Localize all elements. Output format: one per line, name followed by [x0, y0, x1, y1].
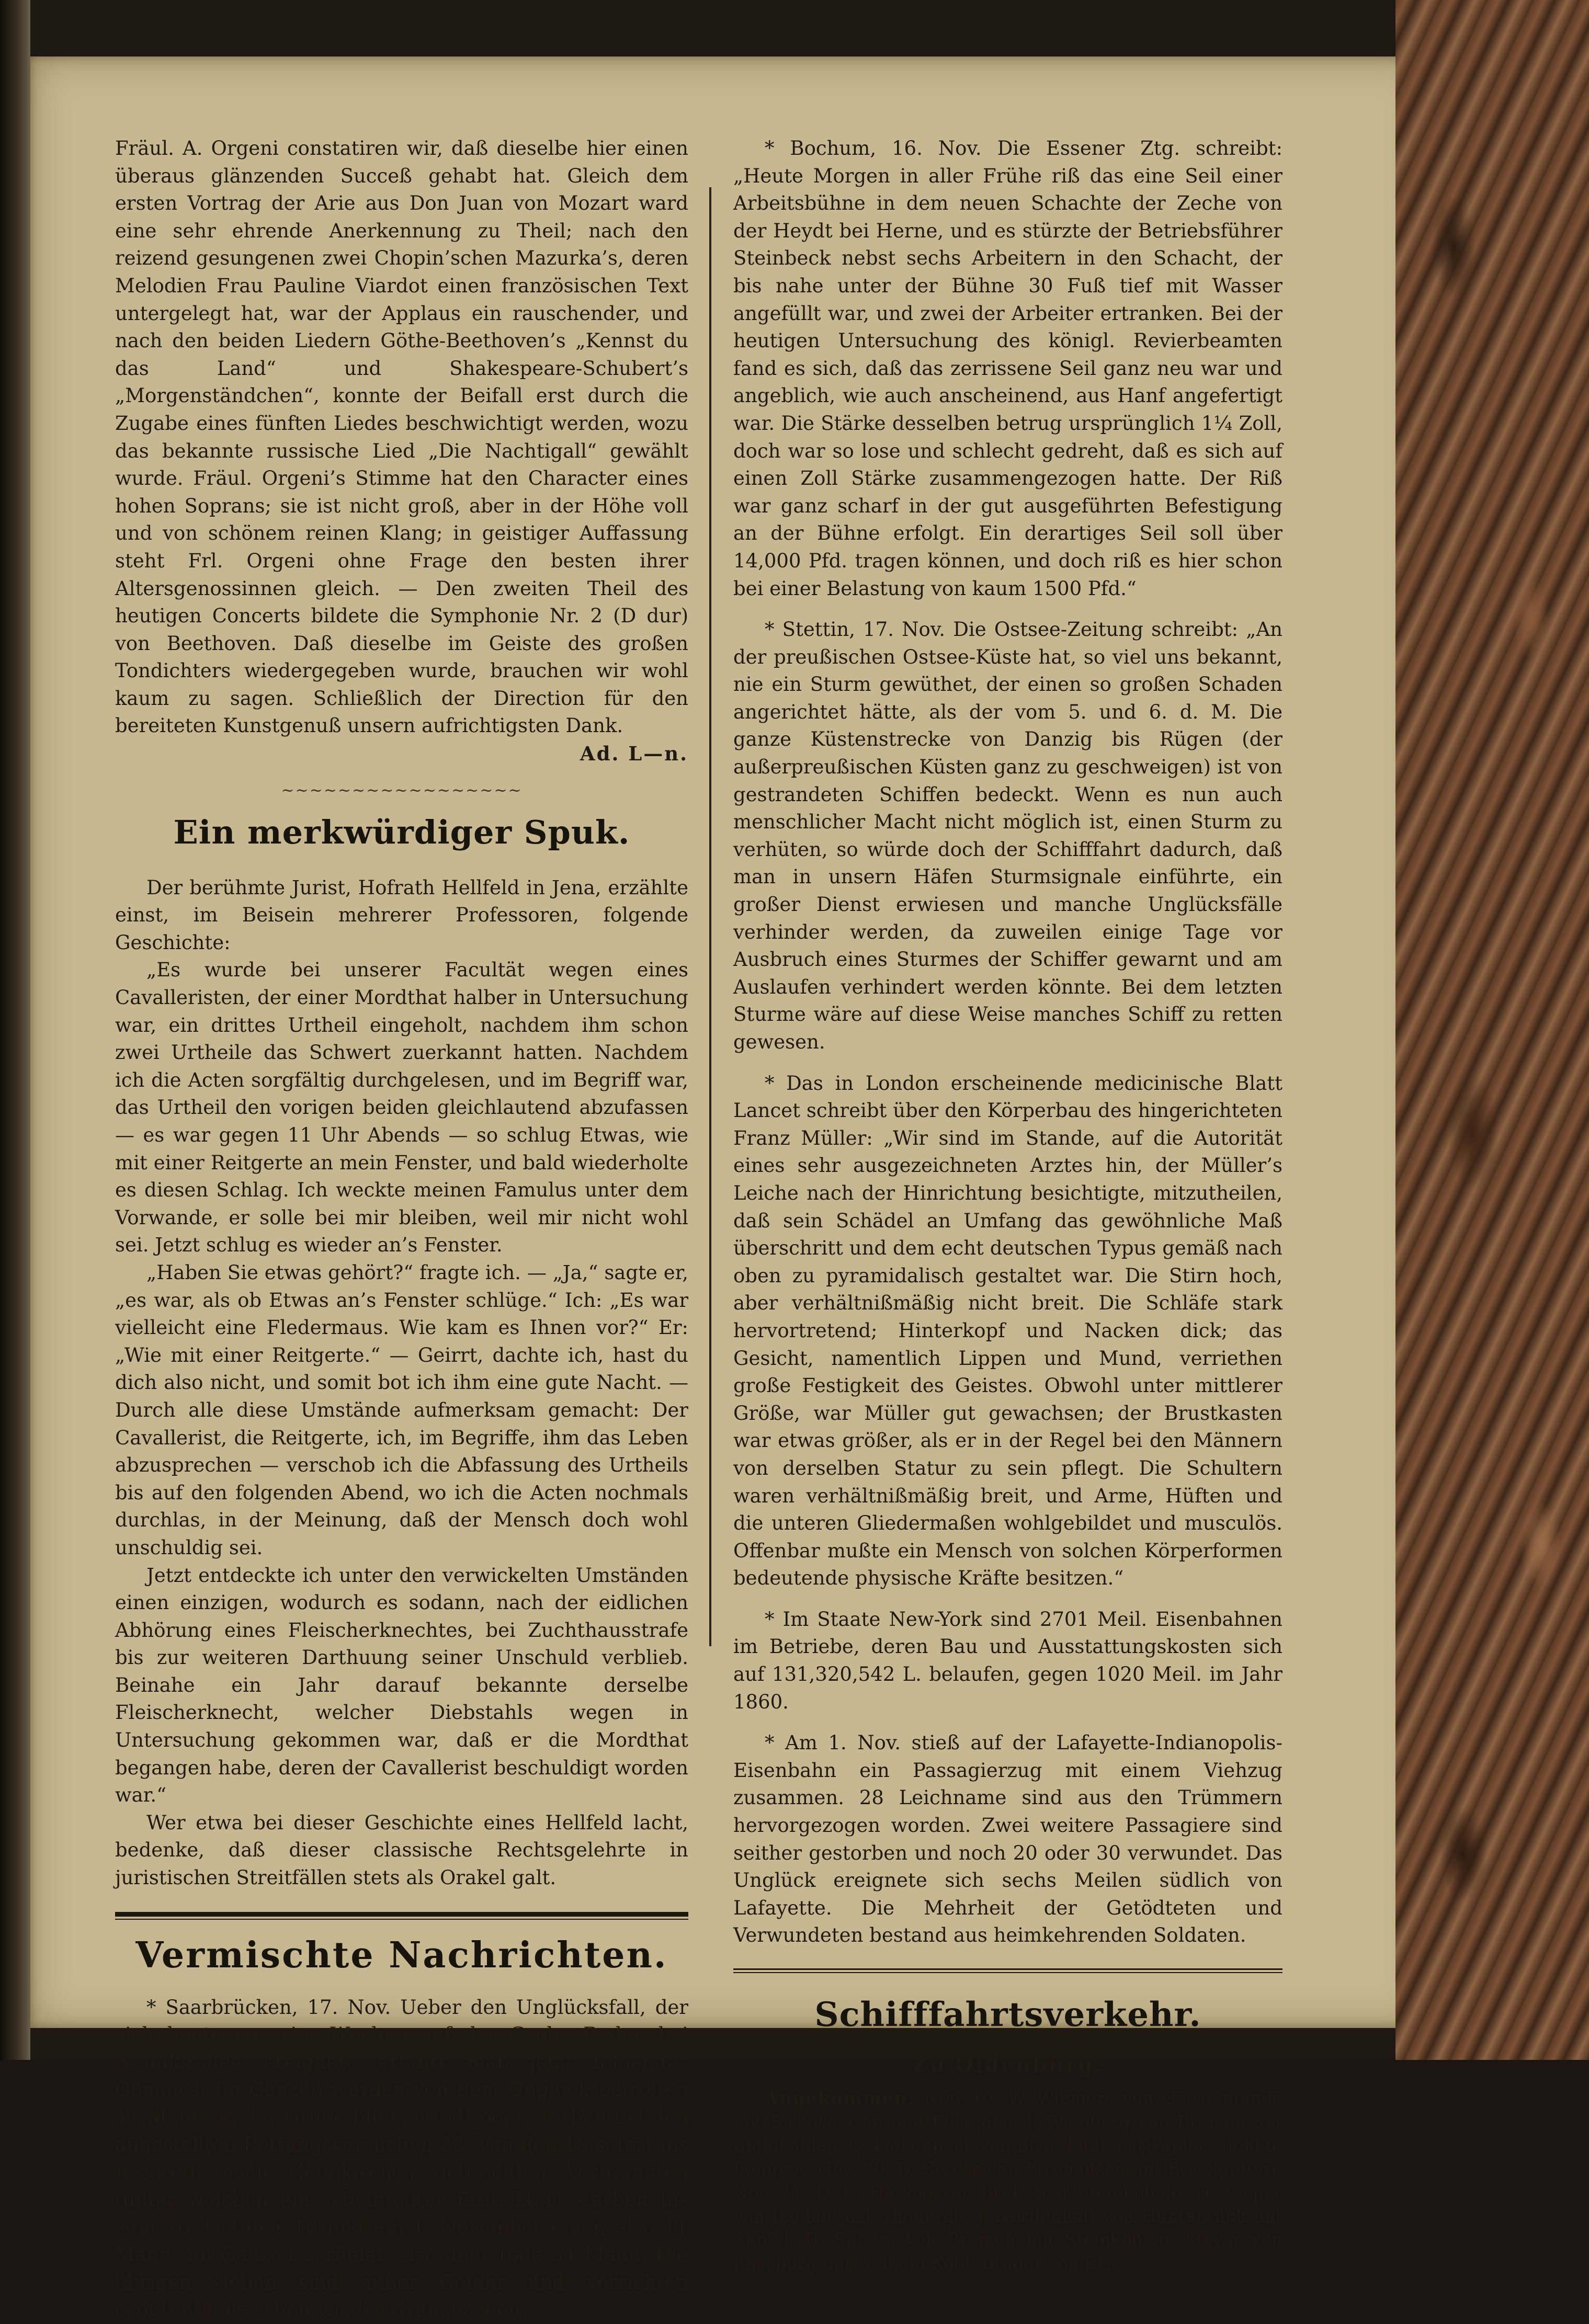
newspaper-sheet [30, 56, 1426, 2321]
bochum-report: * Bochum, 16. Nov. Die Essener Ztg. schreibt: „Heute Morgen in aller Frühe riß das eine Seil einer Arbeitsbühne in dem neuen Schachte der Zeche von der Heydt bei Herne, und es stürzte der Betriebsführer Steinbeck nebst sechs Arbeitern in den Schacht, der bis nahe unter der Bühne 30 Fuß tief mit Wasser angefüllt war, und zwei der Arbeiter ertranken. Bei der heutigen Untersuchung des königl. Revierbeamten fand es sich, daß das zerrissene Seil ganz neu war und angeblich, wie auch anscheinend, aus Hanf angefertigt war. Die Stärke desselben betrug ursprünglich 1¼ Zoll, doch war so lose und schlecht gedreht, daß es sich auf einen Zoll Stärke zusammengezogen hatte. Der Riß war ganz scharf in der gut ausgeführten Befestigung an der Bühne erfolgt. Ein derartiges Seil soll über 14,000 Pfd. tragen können, und doch riß es hier schon bei einer Belastung von kaum 1500 Pfd.“ [733, 137, 1282, 600]
book-spine [0, 0, 30, 2060]
schifffahrt-headline: Schifffahrtsverkehr. [814, 1995, 1201, 2034]
concert-review-paragraph: Fräul. A. Orgeni constatiren wir, daß dieselbe hier einen überaus glänzenden Succeß gehabt hat. Gleich dem ersten Vortrag der Arie aus Don Juan von Mozart ward eine sehr ehrende Anerkennung zu Theil; nach den reizend gesungenen zwei Chopin’schen Mazurka’s, deren Melodien Frau Pauline Viardot einen französischen Text untergelegt hat, war der Applaus ein rauschender, und nach den beiden Liedern Göthe-Beethoven’s „Kennst du das Land“ und Shakespeare-Schubert’s „Morgenständchen“, konnte der Beifall erst durch die Zugabe eines fünften Liedes beschwichtigt werden, wozu das bekannte russische Lied „Die Nachtigall“ gewählt wurde. Fräul. Orgeni’s Stimme hat den Character eines hohen Soprans; sie ist nicht groß, aber in der Höhe voll und von schönem reinen Klang; in geistiger Auffassung steht Frl. Orgeni ohne Frage den besten ihrer Altersgenossinnen gleich. — Den zweiten Theil des heutigen Concerts bildete die Symphonie Nr. 2 (D dur) von Beethoven. Daß dieselbe im Geiste des großen Tondichters wiedergegeben wurde, brauchen wir wohl kaum zu sagen. Schließlich der Direction für den bereiteten Kunstgenuß unsern aufrichtigsten Dank. [115, 137, 688, 737]
spuk-paragraph: „Haben Sie etwas gehört?“ fragte ich. — „Ja,“ sagte er, „es war, als ob Etwas an’s Fenster schlüge.“ Ich: „Es war vielleicht eine Fledermaus. Wie kam es Ihnen vor?“ Er: „Wie mit einer Reitgerte.“ — Geirrt, dachte ich, hast du dich also nicht, und somit bot ich ihm eine gute Nacht. — Durch alle diese Umstände aufmerksam gemacht: Der Cavallerist, die Reitgerte, ich, im Begriffe, ihm das Leben abzusprechen — verschob ich die Abfassung des Urtheils bis auf den folgenden Abend, wo ich die Acten nochmals durchlas, in der Meinung, daß der Mensch doch wohl unschuldig sei. [115, 1261, 688, 1559]
right-column [733, 135, 1282, 2275]
spuk-paragraph: „Es wurde bei unserer Facultät wegen eines Cavalleristen, der einer Mordthat halber in Untersuchung war, ein drittes Urtheil eingeholt, nachdem ihm schon zwei Urtheile das Schwert zuerkannt hatten. Nachdem ich die Acten sorgfältig durchgelesen, und im Begriff war, das Urtheil den vorigen beiden gleichlautend abzufassen — es war gegen 11 Uhr Abends — so schlug Etwas, wie mit einer Reitgerte an mein Fenster, und bald wiederholte es diesen Schlag. Ich weckte meinen Famulus unter dem Vorwande, er solle bei mir bleiben, weil mir nicht wohl sei. Jetzt schlug es wieder an’s Fenster. [115, 959, 688, 1257]
angekommen-entries: Nov. 19. W. Wiemers von Geestemünde mit Eisenwaaren und Fustagen. J. Wienberg von Bremen mit Steinkohlen. G. Piekenpack von Buxtehude mit Papier, Mehl u. Lumpen. Nov. 20. D. Stöver von Strohausen mit Stückgütern. Nov. 21. O. G. Harzog von Brake mit Steinkohlen. H. Rieper von Itzehoe mit Thonerde. J. Nordenholt von Huntebrück mit Aepfel. D. Eggers von Bremen mit Steinkohlen. Meyer von Käseburg mit weißem Kohl. Brader von Els- [733, 2088, 1282, 2273]
section-ornament-divider: ~~~~~~~~~~~~~~~~~ [281, 781, 523, 800]
spuk-paragraph: Der berühmte Jurist, Hofrath Hellfeld in Jena, erzählte einst, im Beisein mehrerer Professoren, folgende Geschichte: [115, 876, 688, 954]
vermischte-headline: Vermischte Nachrichten. [135, 1934, 668, 1976]
newyork-report: * Im Staate New-York sind 2701 Meil. Eisenbahnen im Betriebe, deren Bau und Ausstattungskosten sich auf 131,320,542 L. belaufen, gegen 1020 Meil. im Jahr 1860. [733, 1608, 1282, 1713]
lafayette-report: * Am 1. Nov. stieß auf der Lafayette-Indianopolis-Eisenbahn ein Passagierzug mit einem Viehzug zusammen. 28 Leichname sind aus den Trümmern hervorgezogen worden. Zwei weitere Passagiere sind seither gestorben und noch 20 oder 30 verwundet. Das Unglück ereignete sich sechs Meilen südlich von Lafayette. Die Mehrheit der Getödteten und Verwundeten bestand aus heimkehrenden Soldaten. [733, 1731, 1282, 1947]
left-column [115, 135, 688, 2324]
oldenburg-subheading: Zu Oldenburg. [913, 2053, 1103, 2077]
spuk-headline: Ein merkwürdiger Spuk. [173, 813, 630, 851]
angekommen-label: Angekommen: [765, 2088, 915, 2109]
london-report: * Das in London erscheinende medicinische Blatt Lancet schreibt über den Körperbau des hingerichteten Franz Müller: „Wir sind im Stande, auf die Autorität eines sehr ausgezeichneten Arztes hin, der Müller’s Leiche nach der Hinrichtung besichtigte, mitzutheilen, daß sein Schädel an Umfang das gewöhnliche Maß überschritt und dem echt deutschen Typus gemäß nach oben zu pyramidalisch gestaltet war. Die Stirn hoch, aber verhältnißmäßig nicht breit. Die Schläfe stark hervortretend; Hinterkopf und Nacken dick; das Gesicht, namentlich Lippen und Mund, verriethen große Festigkeit des Geistes. Obwohl unter mittlerer Größe, war Müller gut gewachsen; der Brustkasten war etwas größer, als er in der Regel bei den Männern von derselben Statur zu sein pflegt. Die Schultern waren verhältnißmäßig breit, und Arme, Hüften und die unteren Gliedermaßen wohlgebildet und musculös. Offenbar mußte ein Mensch von solchen Körperformen bedeutende physische Kräfte besitzen.“ [733, 1072, 1282, 1590]
saarbruecken-report: * Saarbrücken, 17. Nov. Ueber den Unglücksfall, der sich heute vor vier Wochen auf der Grube Reden bei Neunkirchen ereignete erfährt man jetzt folgendes Genaues: Im Ganzen wurden von dem Unglück betroffen 41 Mann; in der Grube blieben todt oder starben bei den angestellten Rettungsversuchen 23. Von den 18 sofort ins Lazareth nach Neunkirchen gebrachten Verbrannten (unter welchen ein scheintodter Erstickter) starben bis zum 26. October 10 und am 1. November einer, also 11 Mann. Im Ganzen verfielen also dem Tode 34 Mann. Die übrigen sieben sind außer Gefahr und verrichten größtentheils schon wieder Grubenarbeit. [115, 1996, 688, 2321]
section-rule [733, 1968, 1282, 1973]
shipping-list [733, 2087, 1282, 2275]
spuk-paragraph: Jetzt entdeckte ich unter den verwickelten Umständen einen einzigen, wodurch es sodann, nach der eidlichen Abhörung eines Fleischerknechtes, bei Zuchthausstrafe bis zur weiteren Darthuung seiner Unschuld verblieb. Beinahe ein Jahr darauf bekannte derselbe Fleischerknecht, welcher Diebstahls wegen in Untersuchung gekommen war, daß er die Mordthat begangen habe, deren der Cavallerist beschuldigt worden war.“ [115, 1564, 688, 1807]
marbled-endpaper [1395, 0, 1589, 2060]
concert-review-signature: Ad. L—n. [580, 742, 688, 766]
column-divider [709, 187, 711, 1646]
heavy-section-rule [115, 1912, 688, 1920]
stettin-report: * Stettin, 17. Nov. Die Ostsee-Zeitung schreibt: „An der preußischen Ostsee-Küste hat, so viel uns bekannt, nie ein Sturm gewüthet, der einen so großen Schaden angerichtet hätte, als der vom 5. und 6. d. M. Die ganze Küstenstrecke von Danzig bis Rügen (der außerpreußischen Küsten ganz zu geschweigen) ist von gestrandeten Schiffen bedeckt. Wenn es nun auch menschlicher Macht nicht möglich ist, einen Sturm zu verhüten, so würde doch der Schifffahrt dadurch, daß man in unsern Häfen Sturmsignale einführte, ein großer Dienst erwiesen und manche Unglücksfälle verhinder werden, da zuweilen einige Tage vor Ausbruch eines Sturmes der Schiffer gewarnt und am Auslaufen verhindert werden könnte. Bei dem letzten Sturme wäre auf diese Weise manches Schiff zu retten gewesen. [733, 618, 1282, 1053]
spuk-paragraph: Wer etwa bei dieser Geschichte eines Hellfeld lacht, bedenke, daß dieser classische Rechtsgelehrte in juristischen Streitfällen stets als Orakel galt. [115, 1811, 688, 1889]
